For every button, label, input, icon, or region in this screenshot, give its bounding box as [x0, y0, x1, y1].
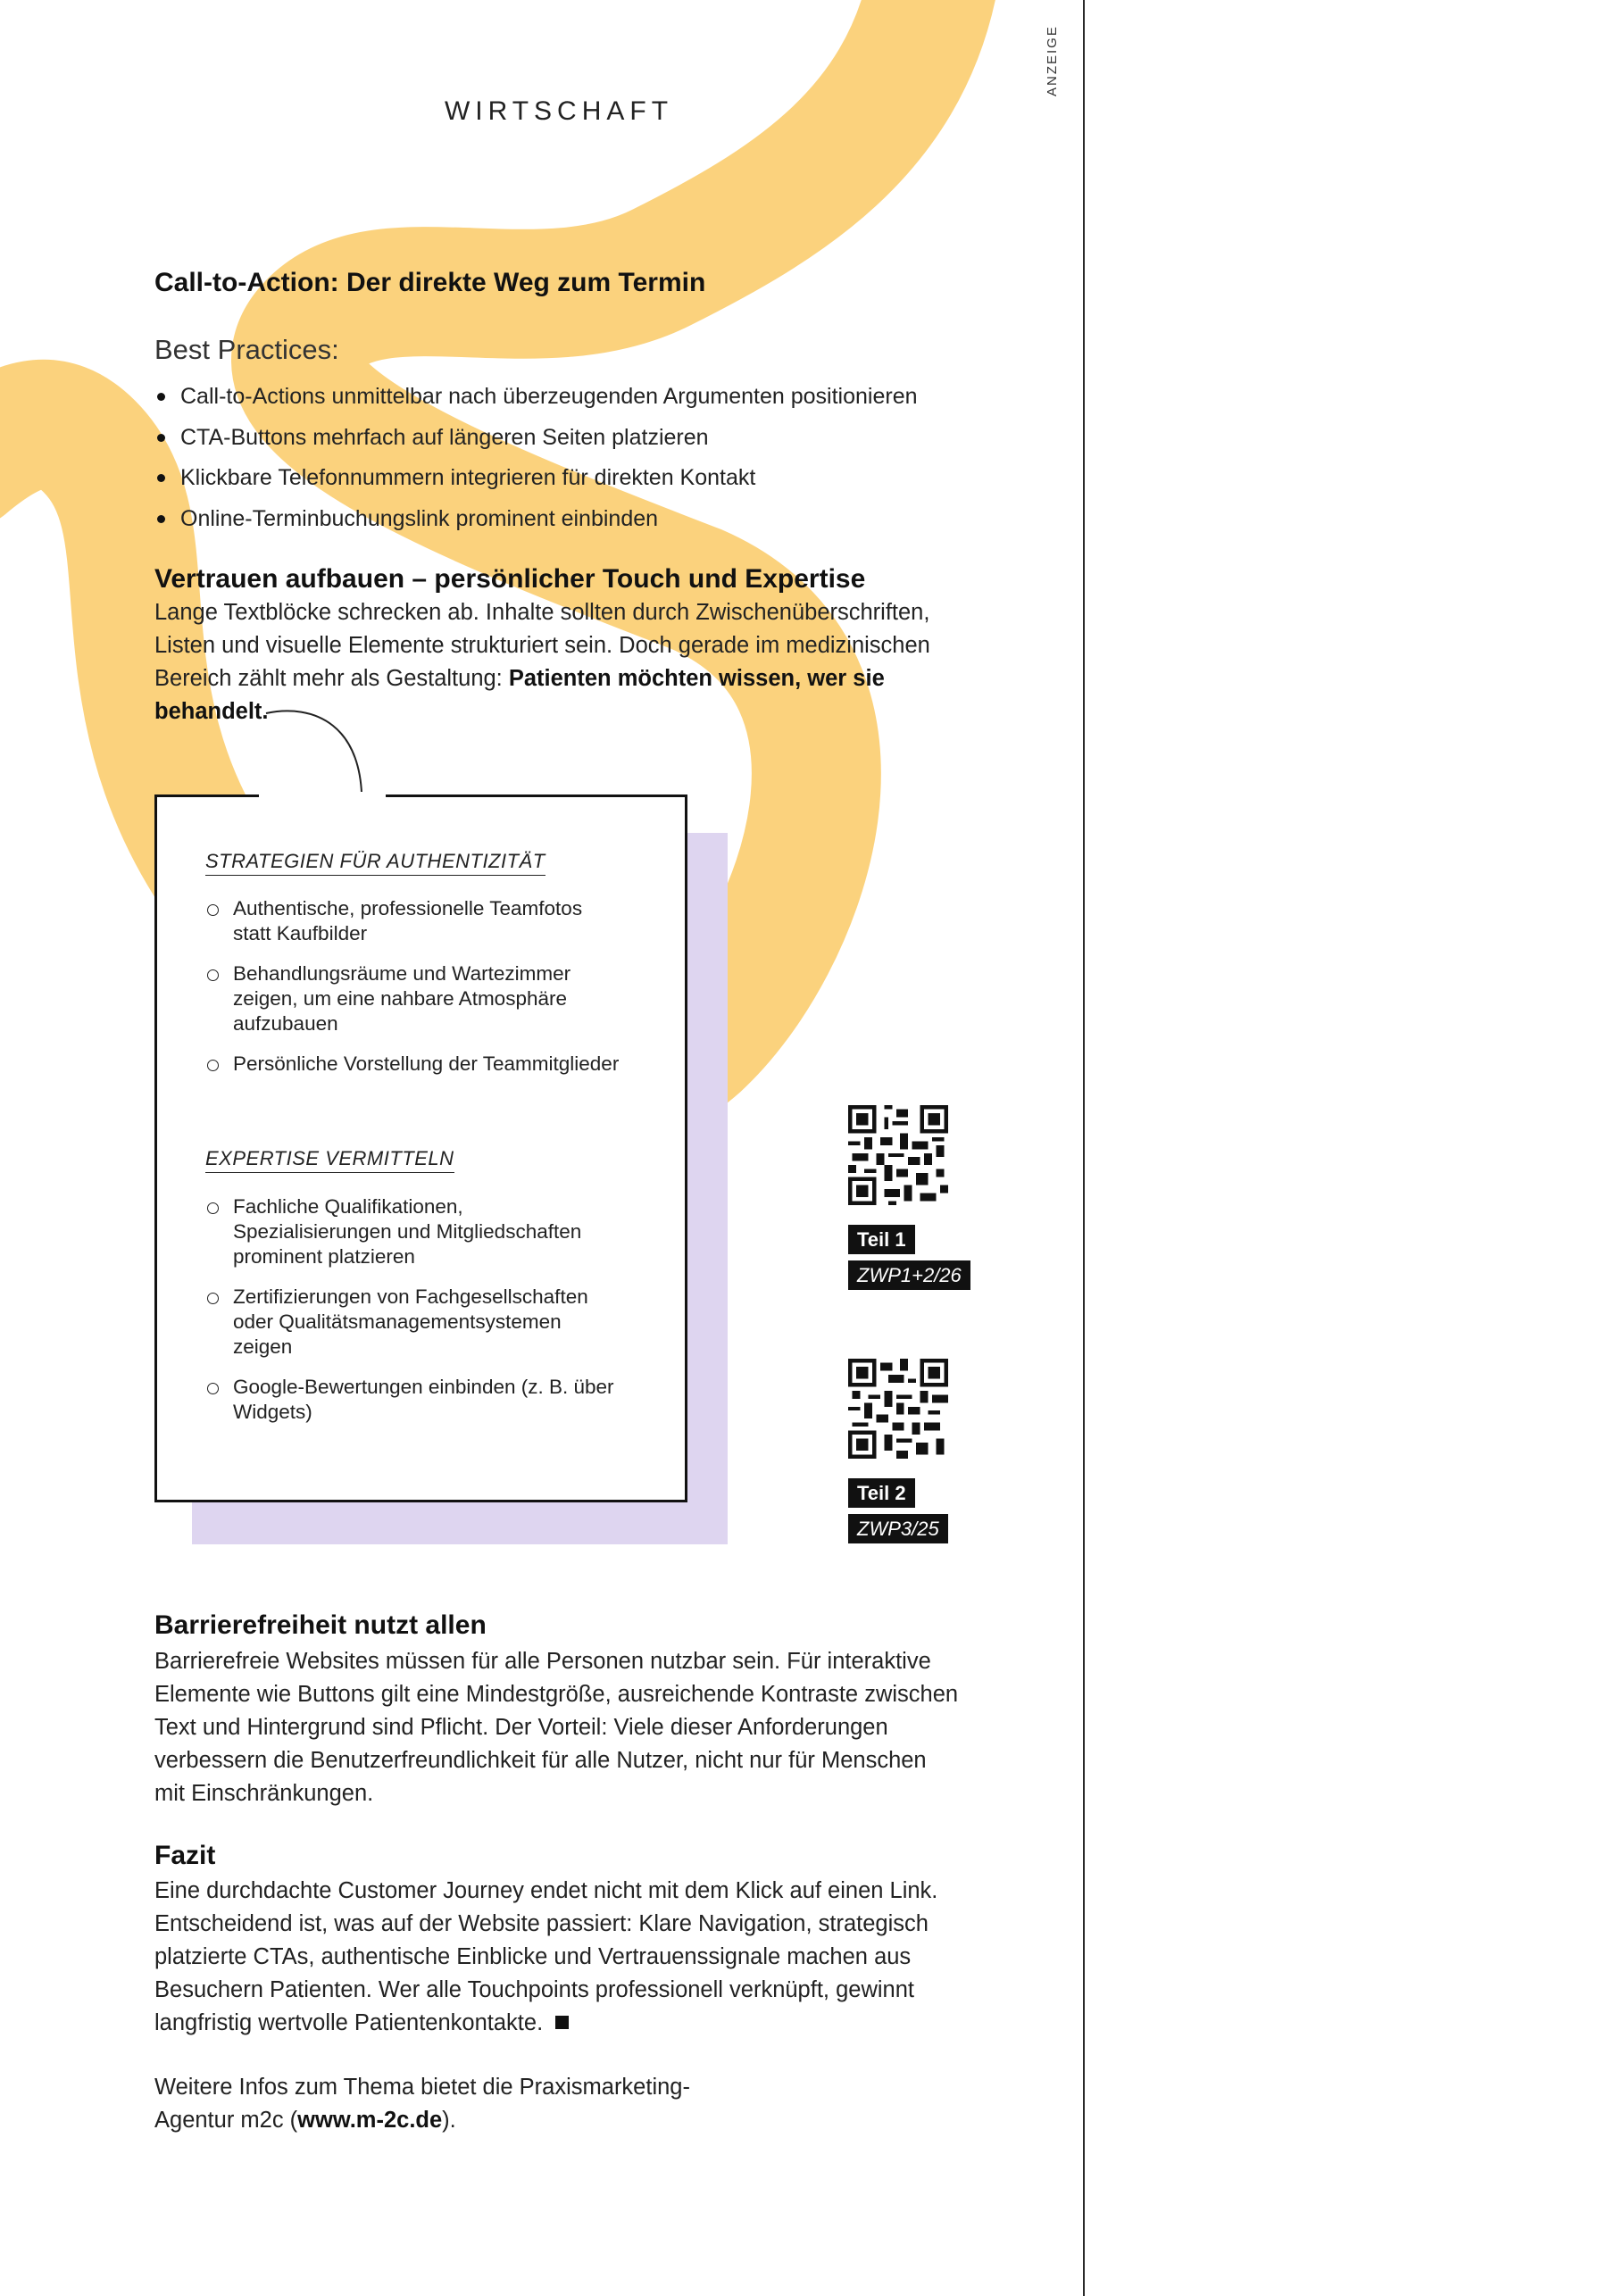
- expertise-list: [205, 1194, 625, 1440]
- trust-heading: Vertrauen aufbauen – persönlicher Touch und Expertise: [154, 564, 866, 594]
- conclusion-text: Eine durchdachte Customer Journey endet nicht mit dem Klick auf einen Link. Entscheidend ist, was auf der Website passiert: Klare Navigation, strategisch platzierte CTAs, authentische Einblicke und Vertrauenssignale machen aus Besuchern Patienten. Wer alle Touchpoints professionell verknüpft, gewinnt langfristig wertvolle Patientenkontakte.: [154, 1878, 938, 2035]
- list-item: Online-Terminbuchungslink prominent einbinden: [154, 499, 918, 540]
- conclusion-paragraph: [154, 1875, 962, 2040]
- list-item: CTA-Buttons mehrfach auf längeren Seiten platzieren: [154, 418, 918, 459]
- qr-part-label: Teil 2: [848, 1478, 915, 1508]
- info-line-2-start: Agentur m2c (: [154, 2108, 298, 2133]
- end-of-article-icon: [555, 2016, 569, 2029]
- accessibility-paragraph: [154, 1645, 962, 1810]
- margin-rule: [1083, 0, 1085, 2296]
- accessibility-heading: Barrierefreiheit nutzt allen: [154, 1610, 487, 1640]
- list-item: Call-to-Actions unmittelbar nach überzeugenden Argumenten positionieren: [154, 377, 918, 418]
- list-item: Klickbare Telefonnummern integrieren für direkten Kontakt: [154, 458, 918, 499]
- list-item: Google-Bewertungen einbinden (z. B. über Widgets): [205, 1375, 625, 1425]
- qr-reference: ZWP3/25: [848, 1514, 948, 1543]
- qr-code-icon[interactable]: [848, 1359, 948, 1459]
- trust-emphasis: Patienten möchten wissen, wer sie behandelt.: [154, 666, 885, 724]
- list-item: Authentische, professionelle Teamfotos statt Kaufbilder: [205, 896, 625, 946]
- box-title-expertise: EXPERTISE VERMITTELN: [205, 1147, 454, 1173]
- info-line-1: Weitere Infos zum Thema bietet die Praxismarketing-: [154, 2075, 690, 2100]
- qr-code-icon[interactable]: [848, 1105, 948, 1205]
- box-title-authenticity: STRATEGIEN FÜR AUTHENTIZITÄT: [205, 850, 545, 876]
- agency-link[interactable]: www.m-2c.de: [297, 2108, 443, 2133]
- info-paragraph: [154, 2071, 962, 2137]
- ad-label: ANZEIGE: [1045, 25, 1060, 96]
- info-line-2-end: ).: [442, 2108, 456, 2133]
- accessibility-text: Barrierefreie Websites müssen für alle Personen nutzbar sein. Für interaktive Elemente wie Buttons gilt eine Mindestgröße, ausreichende Kontraste zwischen Text und Hintergrund sind Pflicht. Der Vorteil: Viele dieser Anforderungen verbessern die Benutzerfreundlichkeit für alle Nutzer, nicht nur für Menschen mit Einschränkungen.: [154, 1649, 959, 1806]
- best-practices-label: Best Practices:: [154, 334, 339, 365]
- box-frame-gap: [259, 792, 386, 799]
- best-practices-list: [154, 377, 918, 539]
- list-item: Behandlungsräume und Wartezimmer zeigen, um eine nahbare Atmosphäre aufzubauen: [205, 961, 625, 1036]
- authenticity-list: [205, 896, 625, 1092]
- cta-heading: Call-to-Action: Der direkte Weg zum Termin: [154, 268, 706, 297]
- qr-part-label: Teil 1: [848, 1225, 915, 1254]
- list-item: Persönliche Vorstellung der Teammitglieder: [205, 1052, 625, 1077]
- list-item: Zertifizierungen von Fachgesellschaften oder Qualitätsmanagementsystemen zeigen: [205, 1285, 625, 1360]
- conclusion-heading: Fazit: [154, 1841, 216, 1870]
- list-item: Fachliche Qualifikationen, Spezialisierungen und Mitgliedschaften prominent platzieren: [205, 1194, 625, 1269]
- trust-text: Lange Textblöcke schrecken ab. Inhalte sollten durch Zwischenüberschriften, Listen und visuelle Elemente strukturiert sein. Doch gerade im medizinischen Bereich zählt mehr als Gestaltung:: [154, 600, 930, 691]
- qr-reference: ZWP1+2/26: [848, 1260, 970, 1290]
- section-label: WIRTSCHAFT: [444, 96, 674, 126]
